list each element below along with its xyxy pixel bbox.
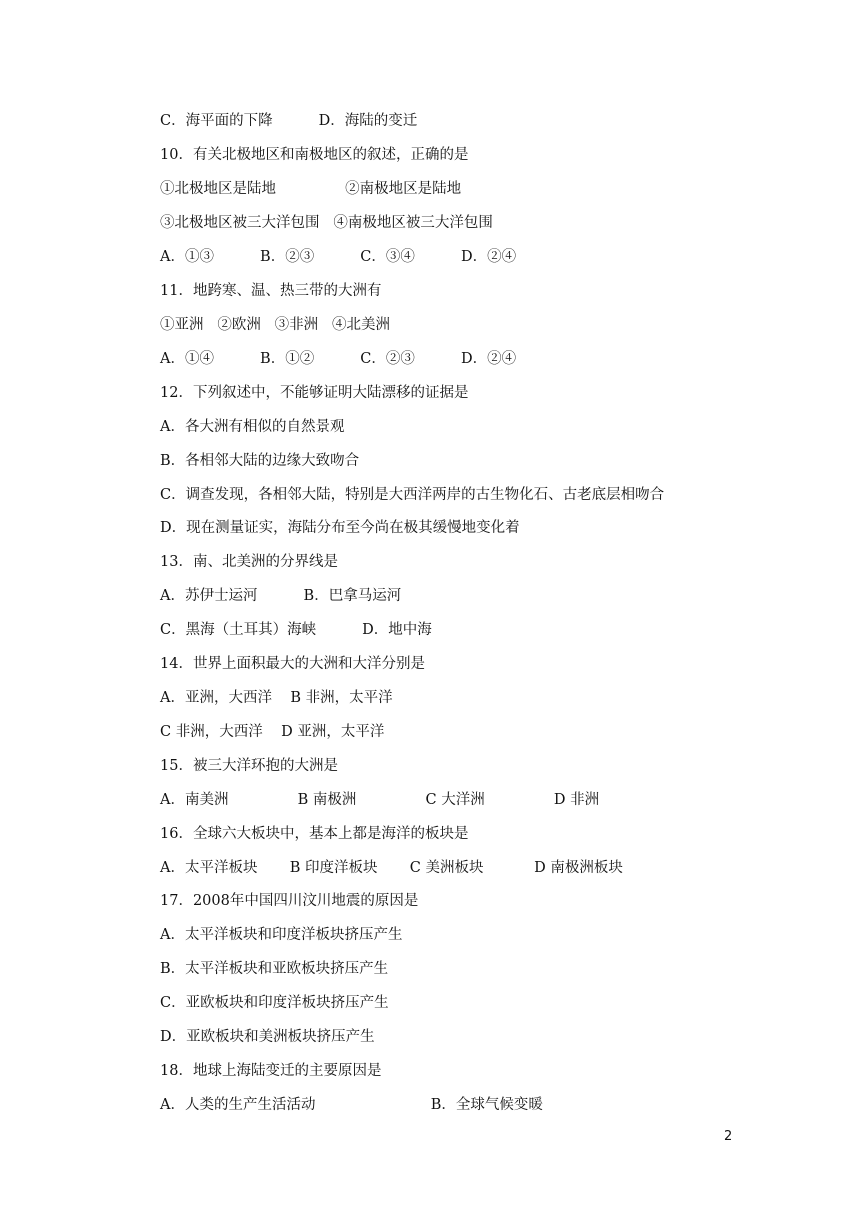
- text-line: 13．南、北美洲的分界线是: [160, 554, 338, 570]
- text-line: A．苏伊士运河 B．巴拿马运河: [160, 588, 402, 604]
- text-line: 15．被三大洋环抱的大洲是: [160, 758, 338, 774]
- text-line: A．亚洲，大西洋 B 非洲，太平洋: [160, 690, 393, 706]
- text-line: A．①③ B．②③ C．③④ D．②④: [160, 249, 517, 265]
- text-line: ③北极地区被三大洋包围 ④南极地区被三大洋包围: [160, 215, 493, 231]
- text-line: A．人类的生产生活活动 B．全球气候变暖: [160, 1097, 543, 1113]
- text-line: A．南美洲 B 南极洲 C 大洋洲 D 非洲: [160, 792, 600, 808]
- text-line: ①北极地区是陆地 ②南极地区是陆地: [160, 181, 462, 197]
- text-line: C．黑海（土耳其）海峡 D．地中海: [160, 622, 432, 638]
- text-line: C．调查发现，各相邻大陆，特别是大西洋两岸的古生物化石、古老底层相吻合: [160, 487, 665, 503]
- text-line: A．太平洋板块 B 印度洋板块 C 美洲板块 D 南极洲板块: [160, 860, 623, 876]
- text-line: 12．下列叙述中，不能够证明大陆漂移的证据是: [160, 385, 469, 401]
- text-line: C．亚欧板块和印度洋板块挤压产生: [160, 995, 389, 1011]
- text-line: C．海平面的下降 D．海陆的变迁: [160, 113, 418, 129]
- text-line: B．太平洋板块和亚欧板块挤压产生: [160, 961, 389, 977]
- text-line: A．各大洲有相似的自然景观: [160, 419, 345, 435]
- text-line: 16．全球六大板块中，基本上都是海洋的板块是: [160, 826, 469, 842]
- text-line: 10．有关北极地区和南极地区的叙述，正确的是: [160, 147, 469, 163]
- text-line: B．各相邻大陆的边缘大致吻合: [160, 453, 360, 469]
- text-line: ①亚洲 ②欧洲 ③非洲 ④北美洲: [160, 317, 390, 333]
- text-line: D．亚欧板块和美洲板块挤压产生: [160, 1029, 375, 1045]
- page-number: 2: [724, 1129, 733, 1144]
- text-line: 18．地球上海陆变迁的主要原因是: [160, 1063, 382, 1079]
- text-line: C 非洲，大西洋 D 亚洲，太平洋: [160, 724, 385, 740]
- text-line: 11．地跨寒、温、热三带的大洲有: [160, 283, 382, 299]
- text-line: 14．世界上面积最大的大洲和大洋分别是: [160, 656, 425, 672]
- text-line: D．现在测量证实，海陆分布至今尚在极其缓慢地变化着: [160, 520, 520, 536]
- text-line: A．太平洋板块和印度洋板块挤压产生: [160, 927, 403, 943]
- text-line: 17．2008年中国四川汶川地震的原因是: [160, 893, 419, 909]
- text-line: A．①④ B．①② C．②③ D．②④: [160, 351, 517, 367]
